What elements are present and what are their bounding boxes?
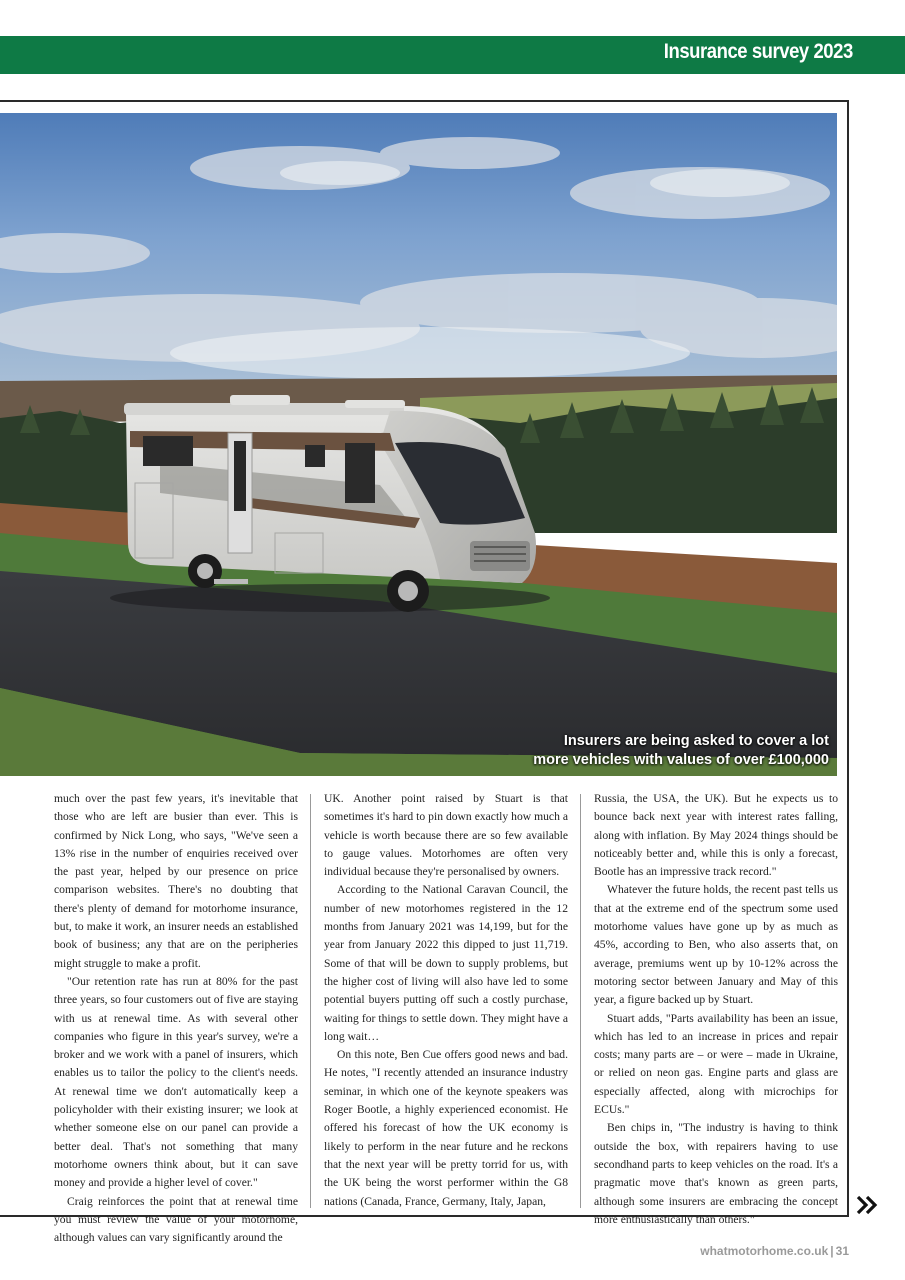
continue-arrow-icon (856, 1194, 878, 1216)
section-header-bar (0, 36, 905, 74)
motorhome-photo (0, 113, 837, 776)
photo-caption (533, 732, 829, 770)
paragraph: UK. Another point raised by Stuart is that sometimes it's hard to pin down exactly how much a vehicle is worth because there are so few available to gauge values. Motorhomes are often very individual because they're personalised by owners. (324, 792, 568, 879)
page-footer (700, 1244, 849, 1258)
article-column-1 (54, 790, 298, 1247)
article-column-2 (324, 790, 568, 1211)
paragraph: Stuart adds, "Parts availability has been an issue, which has led to an increase in prices and repair costs; many parts are – or were – made in Ukraine, or relied on neon gas. Engine parts and glass are especially affected, along with microchips for ECUs." (594, 1011, 838, 1117)
caption-line: Insurers are being asked to cover a lot (563, 733, 829, 749)
column-divider (310, 794, 311, 1208)
paragraph: Whatever the future holds, the recent past tells us that at the extreme end of the spectrum some used motorhome values have gone up by as much as 45%, according to Ben, who also asserts that, on average, premiums went up by 10-12% across the motoring sector between January and May of this year, a figure backed up by Stuart. (594, 883, 838, 1007)
paragraph: "Our retention rate has run at 80% for the past three years, so four customers out of five are staying with us at renewal time. As with several other companies who figure in this year's survey, we're a broker and we work with a panel of insurers, which enables us to tailor the policy to the client's needs. At renewal time we don't automatically keep a policyholder with their existing insurer; we look at whether someone else on our panel can provide a better deal. That's not something that many motorhome owners think about, but it can save money and provide a higher level of cover." (54, 974, 298, 1190)
paragraph: Craig reinforces the point that at renewal time you must review the value of your motorhome, although values can vary significantly around the (54, 1194, 298, 1245)
paragraph: Russia, the USA, the UK). But he expects us to bounce back next year with interest rates falling, along with inflation. By May 2024 things should be noticeably better and, while this is only a forecast, Bootle has an impressive track record." (594, 792, 838, 879)
paragraph: Ben chips in, "The industry is having to think outside the box, with repairers having to use secondhand parts to keep vehicles on the road. It's a pragmatic move that's known as green parts, although some insurers are embracing the concept more enthusiastically than others." (594, 1121, 838, 1226)
section-title: Insurance survey 2023 (663, 40, 853, 63)
footer-separator: | (830, 1244, 834, 1258)
column-divider (580, 794, 581, 1208)
footer-site: whatmotorhome.co.uk (700, 1244, 829, 1258)
motorhome-illustration (0, 113, 837, 776)
paragraph: much over the past few years, it's inevitable that those who are left are busier than ever. This is confirmed by Nick Long, who says, "We've seen a 13% rise in the number of enquiries received over the past year, helped by our presence on price comparison websites. There's no doubting that there's plenty of demand for motorhome insurance, but, to make it work, an insurer needs an established book of business; any that are on the peripheries might struggle to make a profit. (54, 792, 298, 970)
caption-line: more vehicles with values of over £100,000 (533, 752, 829, 768)
paragraph: On this note, Ben Cue offers good news and bad. He notes, "I recently attended an insurance industry seminar, in which one of the keynote speakers was Roger Bootle, a highly experienced economist. He offered his forecast of how the UK economy is likely to perform in the near future and he reckons that the next year will be pretty torrid for us, with the UK being the worst performer within the G8 nations (Canada, France, Germany, Italy, Japan, (324, 1048, 568, 1208)
page-number: 31 (835, 1244, 849, 1258)
paragraph: According to the National Caravan Council, the number of new motorhomes registered in the 12 months from January 2021 was 14,199, but for the year from January 2022 this dipped to just 11,719. Some of that will be down to supply problems, but the higher cost of living will also have led to some potential buyers putting off such a costly purchase, waiting for things to settle down. They might have a long wait… (324, 883, 568, 1043)
article-column-3 (594, 790, 838, 1229)
